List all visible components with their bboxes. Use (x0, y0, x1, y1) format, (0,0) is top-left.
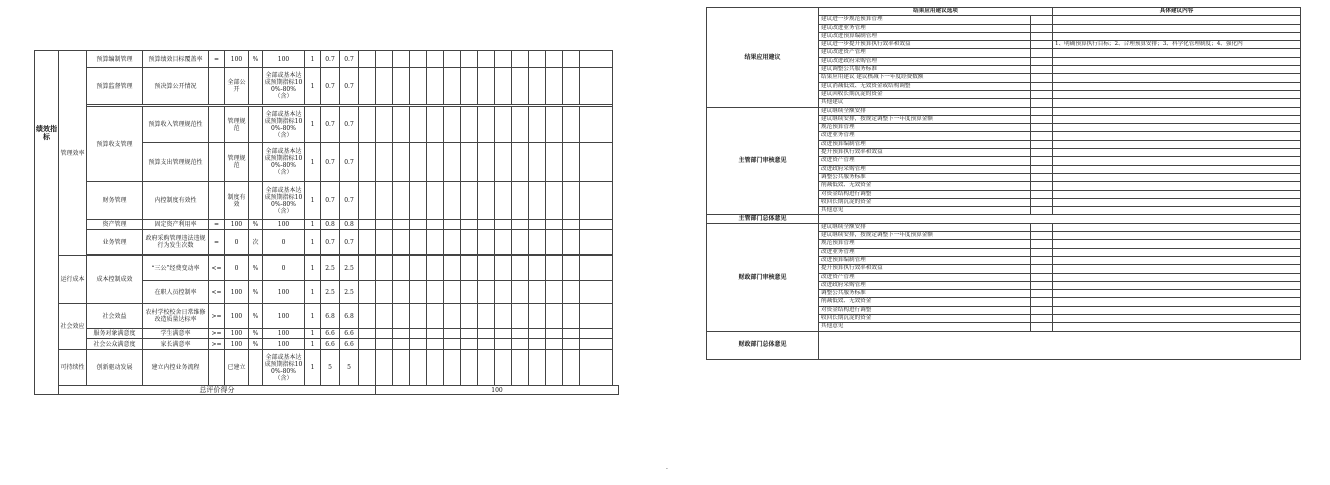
target-value: 管理规范 (225, 107, 249, 143)
option-check-cell[interactable] (1031, 323, 1053, 331)
weight: 2.5 (321, 256, 340, 281)
target-value: 100 (225, 304, 249, 329)
detail-cell[interactable] (1053, 290, 1301, 298)
target-value: 100 (225, 220, 249, 230)
unit (249, 68, 263, 105)
detail-cell[interactable] (1053, 57, 1301, 65)
score: 6.8 (340, 304, 359, 329)
detail-cell[interactable] (1053, 281, 1301, 289)
indicator-name: 预算收入管理规范性 (143, 107, 209, 143)
detail-cell[interactable] (1053, 223, 1301, 231)
target-value: 全部公开 (225, 68, 249, 105)
option-text: 改进资产管理 (819, 157, 1031, 165)
target-value: 0 (225, 256, 249, 281)
option-text: 改进业务管理 (819, 132, 1031, 140)
weight: 0.7 (321, 230, 340, 255)
cell-1: 1 (305, 304, 321, 329)
option-check-cell[interactable] (1031, 240, 1053, 248)
table-row (35, 304, 619, 329)
score: 0.7 (340, 51, 359, 68)
indicator-name: 预算绩效目标覆盖率 (143, 51, 209, 68)
option-check-cell[interactable] (1031, 66, 1053, 74)
option-text: 建议继续全额安排 (819, 223, 1031, 231)
option-text: 结果应用建议 建议核减下一年度经费数额 (819, 74, 1031, 82)
actual-value: 100 (263, 304, 305, 329)
option-check-cell[interactable] (1031, 182, 1053, 190)
detail-cell[interactable] (1053, 240, 1301, 248)
unit: % (249, 281, 263, 304)
operator: = (209, 51, 225, 68)
unit (249, 107, 263, 143)
option-check-cell[interactable] (1031, 16, 1053, 24)
target-value: 100 (225, 339, 249, 350)
option-check-cell[interactable] (1031, 82, 1053, 90)
option-text: 建议进一步规范预算管理 (819, 16, 1031, 24)
cell-1: 1 (305, 281, 321, 304)
level1-indicator: 绩效指标 (35, 51, 59, 395)
detail-cell[interactable] (1053, 248, 1301, 256)
score: 0.7 (340, 107, 359, 143)
cell-1: 1 (305, 220, 321, 230)
detail-cell[interactable] (1053, 314, 1301, 322)
weight: 6.6 (321, 329, 340, 339)
unit: % (249, 220, 263, 230)
option-check-cell[interactable] (1031, 99, 1053, 107)
unit: % (249, 304, 263, 329)
actual-value: 0 (263, 256, 305, 281)
operator (209, 350, 225, 386)
option-check-cell[interactable] (1031, 232, 1053, 240)
detail-cell[interactable]: 1、明确预算执行目标；2、合理预算安排；3、科学化管理制度；4、强化内 (1053, 41, 1301, 49)
level2-indicator-mgmt: 管理效率 (59, 51, 87, 256)
detail-cell[interactable] (1053, 24, 1301, 32)
option-check-cell[interactable] (1031, 24, 1053, 32)
option-row (707, 107, 1301, 115)
table-row (35, 107, 619, 143)
table-row (35, 51, 619, 68)
option-text: 其他意见 (819, 207, 1031, 215)
overall-opinion-cell[interactable] (819, 215, 1301, 223)
table-row (35, 68, 619, 105)
operator: >= (209, 304, 225, 329)
level3-indicator: 业务管理 (87, 230, 143, 255)
level3-indicator: 服务对象满意度 (87, 329, 143, 339)
unit: % (249, 339, 263, 350)
detail-cell[interactable] (1053, 198, 1301, 206)
unit (249, 182, 263, 220)
detail-cell[interactable] (1053, 165, 1301, 173)
option-check-cell[interactable] (1031, 49, 1053, 57)
option-text: 调整公共服务标准 (819, 290, 1031, 298)
option-check-cell[interactable] (1031, 124, 1053, 132)
total-score-value: 100 (376, 386, 619, 395)
actual-value: 全部或基本达成预期指标100%-80%（含） (263, 68, 305, 105)
option-text: 建议继续全额安排 (819, 107, 1031, 115)
detail-cell[interactable] (1053, 265, 1301, 273)
option-check-cell[interactable] (1031, 149, 1053, 157)
detail-cell[interactable] (1053, 124, 1301, 132)
option-text: 改进政府采购管理 (819, 165, 1031, 173)
option-check-cell[interactable] (1031, 306, 1053, 314)
actual-value: 全部或基本达成预期指标100%-80%（含） (263, 107, 305, 143)
detail-cell[interactable] (1053, 190, 1301, 198)
option-check-cell[interactable] (1031, 281, 1053, 289)
option-text: 其他建议 (819, 99, 1031, 107)
detail-cell[interactable] (1053, 173, 1301, 181)
weight: 0.7 (321, 51, 340, 68)
target-value: 100 (225, 329, 249, 339)
option-text: 收回长期沉淀的资金 (819, 198, 1031, 206)
actual-value: 全部或基本达成预期指标100%-80%（含） (263, 350, 305, 386)
table-row (35, 220, 619, 230)
level3-indicator: 预算编制管理 (87, 51, 143, 68)
section-label: 财政部门审核意见 (707, 223, 819, 331)
actual-value: 100 (263, 281, 305, 304)
option-text: 调整公共服务标准 (819, 173, 1031, 181)
unit (249, 350, 263, 386)
table-row (35, 350, 619, 386)
cell-1: 1 (305, 256, 321, 281)
option-check-cell[interactable] (1031, 248, 1053, 256)
option-text: 改进政府采购管理 (819, 281, 1031, 289)
finance-overall-row (707, 331, 1301, 359)
option-check-cell[interactable] (1031, 223, 1053, 231)
option-text: 提升预算执行效率和效益 (819, 265, 1031, 273)
detail-cell[interactable] (1053, 298, 1301, 306)
detail-cell[interactable] (1053, 82, 1301, 90)
level3-indicator: 预算监督管理 (87, 68, 143, 105)
detail-cell[interactable] (1053, 323, 1301, 331)
option-check-cell[interactable] (1031, 190, 1053, 198)
actual-value: 100 (263, 220, 305, 230)
level3-indicator: 社会效益 (87, 304, 143, 329)
weight: 0.7 (321, 107, 340, 143)
detail-cell[interactable] (1053, 132, 1301, 140)
option-check-cell[interactable] (1031, 57, 1053, 65)
performance-indicator-table (34, 50, 619, 395)
score: 0.7 (340, 68, 359, 105)
detail-cell[interactable] (1053, 32, 1301, 40)
detail-cell[interactable] (1053, 74, 1301, 82)
option-check-cell[interactable] (1031, 157, 1053, 165)
option-text: 建议进一步提升预算执行效率和效益 (819, 41, 1031, 49)
weight: 0.7 (321, 143, 340, 182)
level3-indicator: 社会公众满意度 (87, 339, 143, 350)
overall-opinion-row (707, 215, 1301, 223)
cell-1: 1 (305, 339, 321, 350)
stray-dot: . (666, 464, 668, 471)
option-text: 建议继续安排，按规定调整下一年度预算金额 (819, 232, 1031, 240)
option-check-cell[interactable] (1031, 90, 1053, 98)
option-check-cell[interactable] (1031, 140, 1053, 148)
cell-1: 1 (305, 230, 321, 255)
option-check-cell[interactable] (1031, 198, 1053, 206)
option-text: 改进预算编制管理 (819, 140, 1031, 148)
option-text: 对资金结构进行调整 (819, 190, 1031, 198)
target-value: 已建立 (225, 350, 249, 386)
option-text: 建议调整公共服务标准 (819, 66, 1031, 74)
actual-value: 全部或基本达成预期指标100%-80%（含） (263, 143, 305, 182)
cell-1: 1 (305, 143, 321, 182)
weight: 0.7 (321, 68, 340, 105)
score: 6.6 (340, 329, 359, 339)
header-options: 结果应用建议选项 (819, 8, 1053, 16)
indicator-name: 预决算公开情况 (143, 68, 209, 105)
weight: 2.5 (321, 281, 340, 304)
score: 5 (340, 350, 359, 386)
score: 6.6 (340, 339, 359, 350)
operator: = (209, 230, 225, 255)
option-text: 削减低效、无效资金 (819, 182, 1031, 190)
detail-cell[interactable] (1053, 256, 1301, 264)
unit: 次 (249, 230, 263, 255)
operator: = (209, 220, 225, 230)
option-text: 建议改进政府采购管理 (819, 57, 1031, 65)
option-text: 建议继续安排，按规定调整下一年度预算金额 (819, 115, 1031, 123)
option-text: 建议消减低效、无效资金或结构调整 (819, 82, 1031, 90)
weight: 0.7 (321, 182, 340, 220)
option-text: 削减低效、无效资金 (819, 298, 1031, 306)
cell-1: 1 (305, 68, 321, 105)
finance-overall-cell[interactable] (819, 331, 1301, 359)
actual-value: 100 (263, 339, 305, 350)
option-text: 改进资产管理 (819, 273, 1031, 281)
indicator-name: 固定资产利用率 (143, 220, 209, 230)
indicator-name: 家长满意率 (143, 339, 209, 350)
target-value: 100 (225, 51, 249, 68)
operator: >= (209, 329, 225, 339)
detail-cell[interactable] (1053, 207, 1301, 215)
operator (209, 68, 225, 105)
cell-1: 1 (305, 329, 321, 339)
actual-value: 100 (263, 51, 305, 68)
option-check-cell[interactable] (1031, 256, 1053, 264)
operator (209, 107, 225, 143)
section-label-dept-overall: 主管部门总体意见 (707, 215, 819, 223)
option-row (707, 223, 1301, 231)
score: 2.5 (340, 281, 359, 304)
unit: % (249, 256, 263, 281)
option-text: 提升预算执行效率和效益 (819, 149, 1031, 157)
operator: <= (209, 256, 225, 281)
cell-1: 1 (305, 350, 321, 386)
cell-1: 1 (305, 182, 321, 220)
indicator-name: 建立内控业务流程 (143, 350, 209, 386)
detail-cell[interactable] (1053, 99, 1301, 107)
detail-cell[interactable] (1053, 232, 1301, 240)
option-check-cell[interactable] (1031, 314, 1053, 322)
detail-cell[interactable] (1053, 306, 1301, 314)
weight: 5 (321, 350, 340, 386)
option-check-cell[interactable] (1031, 107, 1053, 115)
operator: >= (209, 339, 225, 350)
option-text: 其他意见 (819, 323, 1031, 331)
indicator-name: 农村学校校舍日常维修改造质量达标率 (143, 304, 209, 329)
option-check-cell[interactable] (1031, 207, 1053, 215)
option-check-cell[interactable] (1031, 32, 1053, 40)
level2-indicator-social: 社会效应 (59, 304, 87, 350)
total-score-label: 总评价得分 (59, 386, 376, 395)
level3-indicator: 预算收支管理 (87, 107, 143, 182)
option-check-cell[interactable] (1031, 298, 1053, 306)
option-check-cell[interactable] (1031, 132, 1053, 140)
level3-indicator: 成本控制成效 (87, 256, 143, 304)
indicator-name: 学生满意率 (143, 329, 209, 339)
option-check-cell[interactable] (1031, 290, 1053, 298)
target-value: 100 (225, 281, 249, 304)
option-text: 建议改进预算编制管理 (819, 32, 1031, 40)
detail-cell[interactable] (1053, 273, 1301, 281)
table-row (35, 182, 619, 220)
operator (209, 143, 225, 182)
table-row (35, 329, 619, 339)
detail-cell[interactable] (1053, 157, 1301, 165)
option-check-cell[interactable] (1031, 41, 1053, 49)
unit: % (249, 329, 263, 339)
cell-1: 1 (305, 51, 321, 68)
option-text: 建议回收长期沉淀的资金 (819, 90, 1031, 98)
table-row (35, 339, 619, 350)
option-text: 规范预算管理 (819, 124, 1031, 132)
section-label-finance-overall: 财政部门总体意见 (707, 331, 819, 359)
score: 2.5 (340, 256, 359, 281)
score: 0.7 (340, 182, 359, 220)
score: 0.7 (340, 230, 359, 255)
detail-cell[interactable] (1053, 16, 1301, 24)
score: 0.8 (340, 220, 359, 230)
detail-cell[interactable] (1053, 182, 1301, 190)
weight: 0.8 (321, 220, 340, 230)
detail-cell[interactable] (1053, 149, 1301, 157)
section-label: 主管部门审核意见 (707, 107, 819, 215)
indicator-name: 在职人员控制率 (143, 281, 209, 304)
detail-cell[interactable] (1053, 107, 1301, 115)
actual-value: 0 (263, 230, 305, 255)
score: 0.7 (340, 143, 359, 182)
option-check-cell[interactable] (1031, 115, 1053, 123)
detail-cell[interactable] (1053, 49, 1301, 57)
cell-1: 1 (305, 107, 321, 143)
header-row (707, 8, 1301, 16)
option-text: 改进预算编制管理 (819, 256, 1031, 264)
level3-indicator: 资产管理 (87, 220, 143, 230)
indicator-name: 政府采购管理违法违规行为发生次数 (143, 230, 209, 255)
option-text: 建议改进资产管理 (819, 49, 1031, 57)
target-value: 制度有效 (225, 182, 249, 220)
target-value: 管理规范 (225, 143, 249, 182)
option-text: 改进业务管理 (819, 248, 1031, 256)
operator: <= (209, 281, 225, 304)
level3-indicator: 财务管理 (87, 182, 143, 220)
option-check-cell[interactable] (1031, 265, 1053, 273)
actual-value: 100 (263, 329, 305, 339)
table-row (35, 230, 619, 255)
weight: 6.8 (321, 304, 340, 329)
result-application-table (706, 7, 1301, 360)
option-check-cell[interactable] (1031, 273, 1053, 281)
detail-cell[interactable] (1053, 140, 1301, 148)
table-row (35, 256, 619, 281)
indicator-name: 内控制度有效性 (143, 182, 209, 220)
option-text: 收回长期沉淀的资金 (819, 314, 1031, 322)
detail-cell[interactable] (1053, 90, 1301, 98)
detail-cell[interactable] (1053, 115, 1301, 123)
total-row (35, 386, 619, 395)
detail-cell[interactable] (1053, 66, 1301, 74)
unit: % (249, 51, 263, 68)
operator (209, 182, 225, 220)
option-text: 对资金结构进行调整 (819, 306, 1031, 314)
level2-indicator-sustain: 可持续性 (59, 350, 87, 386)
option-text: 建议改进业务管理 (819, 24, 1031, 32)
option-text: 规范预算管理 (819, 240, 1031, 248)
header-detail: 具体建议内容 (1053, 8, 1301, 16)
indicator-name: “三公”经费变动率 (143, 256, 209, 281)
unit (249, 143, 263, 182)
actual-value: 全部或基本达成预期指标100%-80%（含） (263, 182, 305, 220)
target-value: 0 (225, 230, 249, 255)
weight: 6.6 (321, 339, 340, 350)
level3-indicator: 创新驱动发展 (87, 350, 143, 386)
option-check-cell[interactable] (1031, 173, 1053, 181)
option-check-cell[interactable] (1031, 74, 1053, 82)
level2-indicator-cost: 运行成本 (59, 256, 87, 304)
section-label-result-suggestion: 结果应用建议 (707, 8, 819, 108)
indicator-name: 预算支出管理规范性 (143, 143, 209, 182)
option-check-cell[interactable] (1031, 165, 1053, 173)
